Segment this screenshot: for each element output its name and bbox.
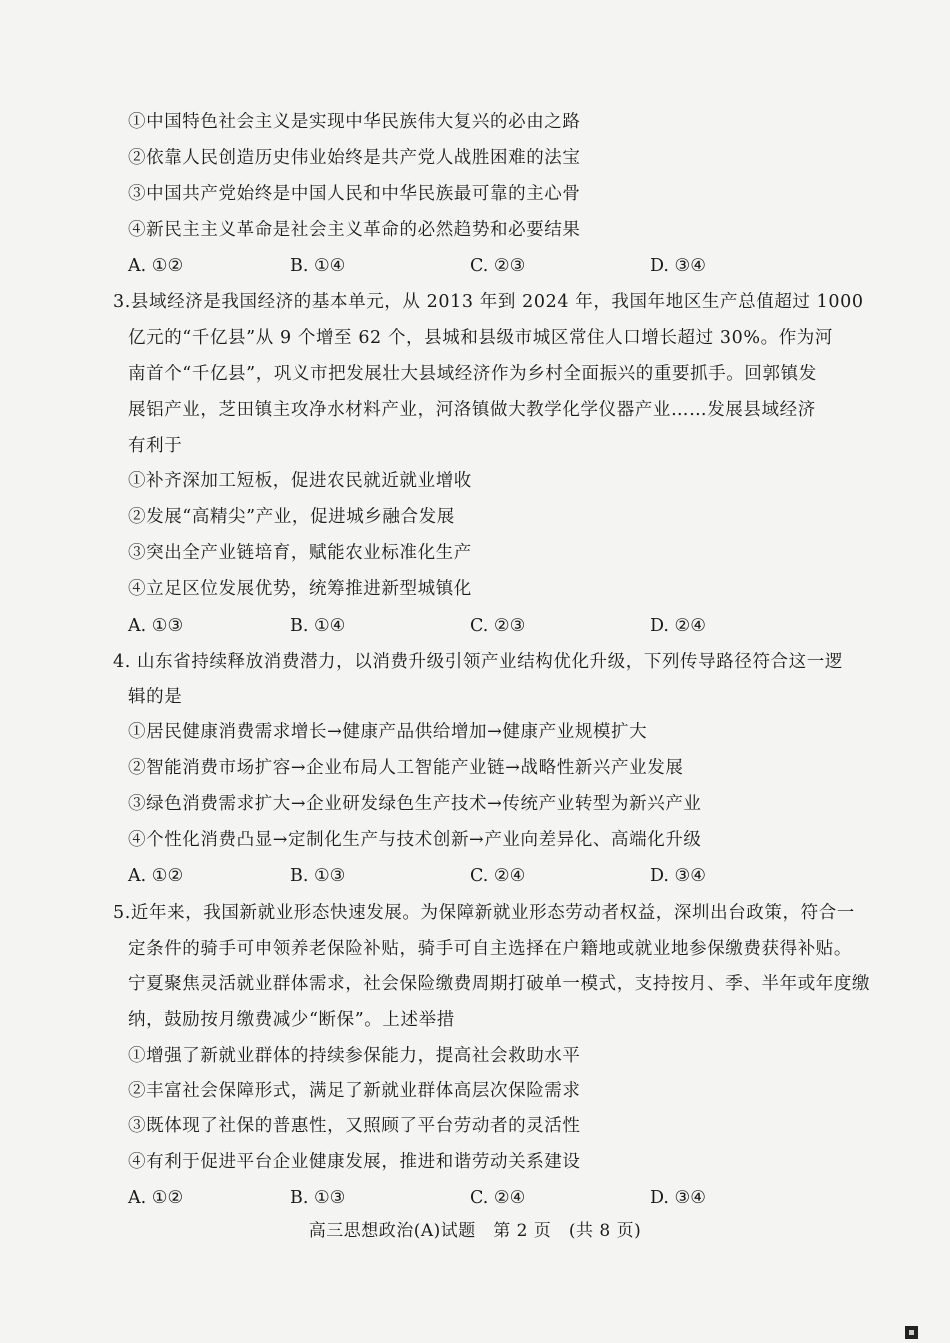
qr-code-icon: [905, 1326, 918, 1339]
q3-option-a: A. ①③: [128, 616, 184, 636]
q3-item-3: ③突出全产业链培育，赋能农业标准化生产: [128, 543, 472, 563]
q5-item-3: ③既体现了社保的普惠性，又照顾了平台劳动者的灵活性: [128, 1116, 581, 1136]
q4-item-2: ②智能消费市场扩容→企业布局人工智能产业链→战略性新兴产业发展: [128, 758, 684, 778]
q2-option-a: A. ①②: [128, 256, 184, 276]
q4-option-b: B. ①③: [290, 866, 346, 886]
q5-option-d: D. ③④: [650, 1188, 706, 1208]
q4-item-1: ①居民健康消费需求增长→健康产品供给增加→健康产业规模扩大: [128, 722, 648, 742]
q5-item-4: ④有利于促进平台企业健康发展，推进和谐劳动关系建设: [128, 1152, 581, 1172]
q3-option-b: B. ①④: [290, 616, 346, 636]
q3-stem-line-5: 有利于: [128, 436, 183, 456]
q5-stem-line-3: 宁夏聚焦灵活就业群体需求，社会保险缴费周期打破单一模式，支持按月、季、半年或年度缴: [128, 974, 871, 994]
watermark-logo: [905, 1326, 918, 1339]
q2-item-2: ②依靠人民创造历史伟业始终是共产党人战胜困难的法宝: [128, 148, 581, 168]
q2-option-c: C. ②③: [470, 256, 526, 276]
q5-stem-line-1: 5.近年来，我国新就业形态快速发展。为保障新就业形态劳动者权益，深圳出台政策，符合一: [113, 903, 855, 923]
q3-option-c: C. ②③: [470, 616, 526, 636]
q5-stem-line-4: 纳，鼓励按月缴费减少“断保”。上述举措: [128, 1010, 455, 1030]
q4-stem-line-1: 4. 山东省持续释放消费潜力，以消费升级引领产业结构优化升级，下列传导路径符合这一逻: [113, 652, 843, 672]
q5-stem-line-2: 定条件的骑手可申领养老保险补贴，骑手可自主选择在户籍地或就业地参保缴费获得补贴。: [128, 939, 852, 959]
q4-item-3: ③绿色消费需求扩大→企业研发绿色生产技术→传统产业转型为新兴产业: [128, 794, 702, 814]
q3-option-d: D. ②④: [650, 616, 706, 636]
q2-option-b: B. ①④: [290, 256, 346, 276]
q5-item-2: ②丰富社会保障形式，满足了新就业群体高层次保险需求: [128, 1081, 581, 1101]
q4-item-4: ④个性化消费凸显→定制化生产与技术创新→产业向差异化、高端化升级: [128, 830, 702, 850]
q4-option-a: A. ①②: [128, 866, 184, 886]
q5-option-a: A. ①②: [128, 1188, 184, 1208]
q5-option-b: B. ①③: [290, 1188, 346, 1208]
q3-item-2: ②发展“高精尖”产业，促进城乡融合发展: [128, 507, 455, 527]
q2-option-d: D. ③④: [650, 256, 706, 276]
q2-item-1: ①中国特色社会主义是实现中华民族伟大复兴的必由之路: [128, 112, 581, 132]
q3-stem-line-3: 南首个“千亿县”，巩义市把发展壮大县域经济作为乡村全面振兴的重要抓手。回郭镇发: [128, 364, 817, 384]
q2-item-4: ④新民主主义革命是社会主义革命的必然趋势和必要结果: [128, 220, 581, 240]
q3-stem-line-1: 3.县域经济是我国经济的基本单元，从 2013 年到 2024 年，我国年地区生产总值超过 1000: [113, 292, 864, 312]
page-footer: 高三思想政治(A)试题 第 2 页 (共 8 页): [308, 1221, 642, 1241]
q3-stem-line-2: 亿元的“千亿县”从 9 个增至 62 个，县城和县级市城区常住人口增长超过 30%。作为河: [128, 328, 834, 348]
q5-item-1: ①增强了新就业群体的持续参保能力，提高社会救助水平: [128, 1046, 581, 1066]
q5-option-c: C. ②④: [470, 1188, 526, 1208]
q3-item-4: ④立足区位发展优势，统筹推进新型城镇化: [128, 579, 472, 599]
q4-option-c: C. ②④: [470, 866, 526, 886]
q3-item-1: ①补齐深加工短板，促进农民就近就业增收: [128, 471, 472, 491]
q2-item-3: ③中国共产党始终是中国人民和中华民族最可靠的主心骨: [128, 184, 581, 204]
q4-option-d: D. ③④: [650, 866, 706, 886]
q3-stem-line-4: 展铝产业，芝田镇主攻净水材料产业，河洛镇做大教学化学仪器产业……发展县域经济: [128, 400, 816, 420]
q4-stem-line-2: 辑的是: [128, 687, 183, 707]
